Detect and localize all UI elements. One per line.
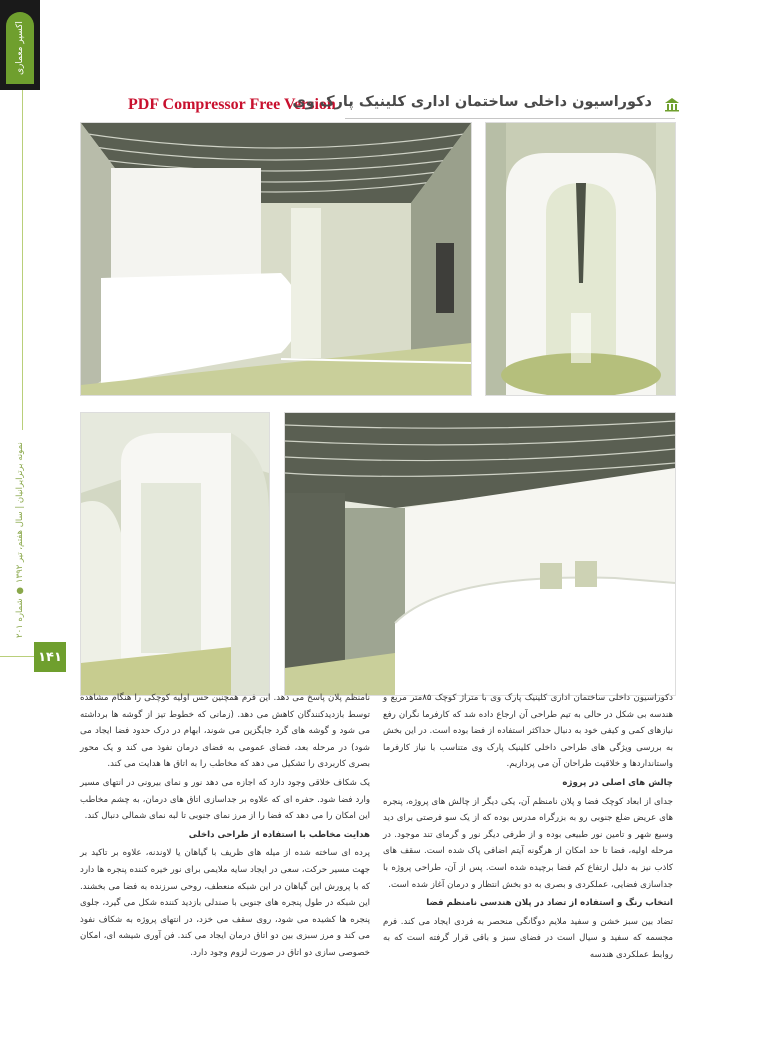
text-column-left <box>80 690 370 964</box>
subheading: انتخاب رنگ و استفاده از تضاد در پلان هندسی نامنظم فضا <box>426 898 673 909</box>
article-header <box>120 92 680 118</box>
section-tab <box>0 0 40 90</box>
building-icon <box>664 96 680 112</box>
photo-reception-long-view <box>80 122 472 396</box>
watermark: PDF Compressor Free Version <box>128 96 336 113</box>
paragraph: نامنظم پلان پاسخ می دهد. این فرم همچنین حس اولیه کوچکی را هنگام مشاهده توسط بازدیدکنندگان کاهش می دهد. (زمانی که خطوط تیز از گوشه ها برداشته می شود و گوشه های گرد جایگزین می شوند، ابهام در درک حدود فضا ایجاد می شود) در مرحله بعد، فضای عمومی به فضای درمان نفوذ می کند و یک محور بصری کاربردی را تشکیل می دهد که مخاطب را به اتاق ها هدایت می کند. <box>80 693 370 770</box>
paragraph: پرده ای ساخته شده از میله های ظریف با گیاهان یا لاوندنه، علاوه بر تاکید بر جهت مسیر حرکت، سعی در ایجاد سایه ملایمی برای نور خیره کننده پنجره ها دارد که با پرورش این گیاهان در این شبکه منعطف، روحی سرزنده به فضا می بخشند. این شبکه در طول پنجره های جنوبی با صندلی بازدید کننده شکل می گیرد، جلوی پنجره ها کشیده می شود، روی سقف می خزد، در انتهای پروژه به شکاف نفوذ می کند و مرز سبزی بین دو اتاق درمان ایجاد می کند. فن آوری شیشه ای، امکان خصوصی سازی دو اتاق در صورت لزوم وجود دارد. <box>80 848 370 958</box>
paragraph: تضاد بین سبز خشن و سفید ملایم دوگانگی منحصر به فردی ایجاد می کند. فرم مجسمه که سفید و سیال است در فضای سبز و باقی قرار گرفته است که به روابط عملکردی هندسه <box>383 916 673 960</box>
text-column-right <box>383 690 673 966</box>
side-divider <box>22 90 23 430</box>
title-underline <box>345 118 675 119</box>
photo-reception-desk-view <box>284 412 676 696</box>
paragraph: دکوراسیون داخلی ساختمان اداری کلینیک پارک وی با متراژ کوچک ۸۵متر مربع و هندسه بی شکل در حالی به تیم طراحی آن ارجاع داده شد که کارفرما نگران رفع نیازهای کمی و کیفی خود به دنبال حداکثر استفاده از فضا بوده است. در این بخش به بررسی ویژگی های طراحی داخلی کلینیک پارک وی متناسب با نیاز کارفرما واستانداردها و خلاقیت طراحان آن می پردازیم. <box>383 693 673 770</box>
article-title: دکوراسیون داخلی ساختمان اداری کلینیک پارک وی <box>292 94 652 110</box>
page-number: ۱۴۱ <box>34 642 66 672</box>
magazine-info: نمونه برترایرانیان | سال هفتم، تیر ۱۳۹۲ ● شماره ۲۰۱ <box>15 442 25 638</box>
subheading: هدایت مخاطب با استفاده از طراحی داخلی <box>188 829 370 840</box>
photo-white-curved-walls <box>80 412 270 696</box>
page-number-line <box>0 656 34 657</box>
paragraph: یک شکاف خلاقی وجود دارد که اجازه می دهد نور و نمای بیرونی در انتهای مسیر وارد فضا شود. حفره ای که علاوه بر جداسازی اتاق های درمان، به چشم مخاطب این امکان را می دهد که فضا را از مرز نمای جنوبی تا لبه نمای شمالی دنبال کند. <box>80 777 370 822</box>
section-label: اکسپر معماری <box>6 12 34 84</box>
subheading: چالش های اصلی در پروژه <box>562 777 673 788</box>
paragraph: جدای از ابعاد کوچک فضا و پلان نامنظم آن، یکی دیگر از چالش های پروژه، پنجره های عریض ضلع جنوبی رو به بزرگراه مدرس بوده که از یک سو فرصتی برای دید وسیع شهر و تامین نور طبیعی بوده و از طرفی دیگر نور و گرمای تند موجود. در مرحله اولیه، فضا تا حد امکان از هرگونه آیتم اضافی پاک شده است. سقف های کاذب نیز به دلیل ارتفاع کم فضا برچیده شده است. پس از آن، طراحی پروژه با جداسازی فضایی، عملکردی و بصری به دو بخش انتظار و درمان آغاز شده است. <box>383 796 673 890</box>
photo-curved-portal-view <box>485 122 676 396</box>
